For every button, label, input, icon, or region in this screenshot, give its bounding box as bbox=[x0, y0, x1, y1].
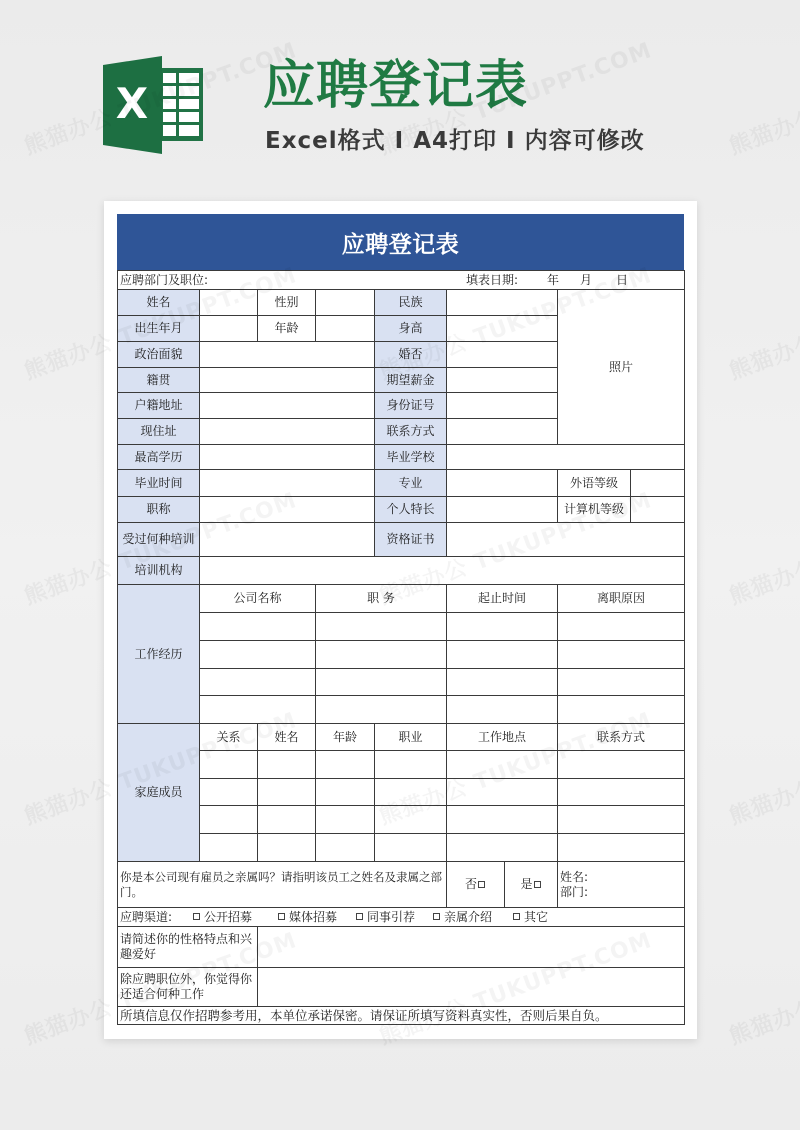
dept-position-label: 应聘部门及职位: bbox=[120, 272, 209, 287]
relative-yes-option[interactable] bbox=[505, 862, 558, 908]
excel-logo-icon bbox=[103, 56, 203, 154]
channel-option-other[interactable] bbox=[512, 909, 548, 926]
family-row bbox=[118, 806, 685, 834]
family-occupation-input[interactable] bbox=[375, 834, 447, 862]
relative-no-option[interactable] bbox=[447, 862, 505, 908]
other-jobs-row bbox=[118, 968, 685, 1007]
label-foreign-lang: 外语等级 bbox=[558, 470, 631, 497]
channel-option-media[interactable] bbox=[277, 909, 337, 926]
label-current-address: 现住址 bbox=[118, 419, 200, 445]
row-grad-time bbox=[118, 470, 685, 497]
household-address-input[interactable] bbox=[200, 393, 375, 419]
photo-label: 照片 bbox=[609, 359, 634, 374]
label-school: 毕业学校 bbox=[375, 445, 447, 470]
grad-time-input[interactable] bbox=[200, 470, 375, 497]
relative-yes-label: 是 bbox=[520, 877, 533, 891]
label-job-title: 职称 bbox=[118, 497, 200, 523]
disclaimer-text: 所填信息仅作招聘参考用，本单位承诺保密。请保证所填写资料真实性，否则后果自负。 bbox=[118, 1007, 685, 1025]
family-row bbox=[118, 779, 685, 806]
personality-label: 请简述你的性格特点和兴趣爱好 bbox=[118, 927, 258, 968]
work-leave-reason-input[interactable] bbox=[558, 669, 685, 696]
label-contact: 联系方式 bbox=[375, 419, 447, 445]
dept-position-cell[interactable] bbox=[118, 271, 685, 290]
work-leave-reason-input[interactable] bbox=[558, 613, 685, 641]
family-col-workplace: 工作地点 bbox=[447, 724, 558, 751]
ethnicity-input[interactable] bbox=[447, 290, 558, 316]
banner-title: 应聘登记表 bbox=[263, 56, 529, 116]
family-occupation-input[interactable] bbox=[375, 779, 447, 806]
training-input[interactable] bbox=[200, 523, 375, 557]
checkbox-icon[interactable] bbox=[513, 913, 520, 920]
relative-question: 你是本公司现有雇员之亲属吗？请指明该员工之姓名及隶属之部门。 bbox=[118, 862, 447, 908]
label-marital: 婚否 bbox=[375, 342, 447, 368]
watermark-text bbox=[724, 33, 800, 161]
training-org-input[interactable] bbox=[200, 557, 685, 585]
age-input[interactable] bbox=[316, 316, 375, 342]
work-leave-reason-input[interactable] bbox=[558, 696, 685, 724]
row-job-title bbox=[118, 497, 685, 523]
school-input[interactable] bbox=[447, 445, 685, 470]
family-age-input[interactable] bbox=[316, 806, 375, 834]
dept-date-row bbox=[118, 271, 685, 290]
label-name: 姓名 bbox=[118, 290, 200, 316]
label-specialty: 个人特长 bbox=[375, 497, 447, 523]
label-grad-time: 毕业时间 bbox=[118, 470, 200, 497]
channel-option-label: 同事引荐 bbox=[367, 909, 416, 924]
label-native-place: 籍贯 bbox=[118, 368, 200, 393]
personality-row bbox=[118, 927, 685, 968]
work-period-input[interactable] bbox=[447, 641, 558, 669]
family-col-name: 姓名 bbox=[258, 724, 316, 751]
channel-cell bbox=[118, 908, 685, 927]
family-age-input[interactable] bbox=[316, 751, 375, 779]
work-position-input[interactable] bbox=[316, 669, 447, 696]
family-row bbox=[118, 751, 685, 779]
fill-date-label: 填表日期: bbox=[466, 272, 519, 287]
label-training: 受过何种培训 bbox=[118, 523, 200, 557]
channel-row bbox=[118, 908, 685, 927]
label-certificate: 资格证书 bbox=[375, 523, 447, 557]
work-row bbox=[118, 641, 685, 669]
label-family-members: 家庭成员 bbox=[118, 724, 200, 862]
family-occupation-input[interactable] bbox=[375, 806, 447, 834]
work-position-input[interactable] bbox=[316, 641, 447, 669]
label-gender: 性别 bbox=[258, 290, 316, 316]
label-political: 政治面貌 bbox=[118, 342, 200, 368]
banner-subtitle: Excel格式 I A4打印 I 内容可修改 bbox=[265, 128, 645, 154]
svg-text:X: X bbox=[115, 79, 149, 128]
other-jobs-input[interactable] bbox=[258, 968, 685, 1007]
channel-option-relative[interactable] bbox=[432, 909, 492, 926]
relative-dept-label: 部门: bbox=[560, 884, 589, 899]
work-col-leave-reason: 离职原因 bbox=[558, 585, 685, 613]
name-input[interactable] bbox=[200, 290, 258, 316]
label-work-experience: 工作经历 bbox=[118, 585, 200, 724]
relative-name-label: 姓名: bbox=[560, 869, 589, 884]
family-workplace-input[interactable] bbox=[447, 751, 558, 779]
family-workplace-input[interactable] bbox=[447, 834, 558, 862]
row-training-org bbox=[118, 557, 685, 585]
computer-level-input[interactable] bbox=[631, 497, 685, 523]
specialty-input[interactable] bbox=[447, 497, 558, 523]
year-label: 年 bbox=[547, 272, 560, 287]
work-period-input[interactable] bbox=[447, 669, 558, 696]
work-header-row bbox=[118, 585, 685, 613]
contact-input[interactable] bbox=[447, 419, 558, 445]
family-relation-input[interactable] bbox=[200, 751, 258, 779]
family-col-age: 年龄 bbox=[316, 724, 375, 751]
certificate-input[interactable] bbox=[447, 523, 685, 557]
birth-input[interactable] bbox=[200, 316, 258, 342]
label-computer-level: 计算机等级 bbox=[558, 497, 631, 523]
expected-salary-input[interactable] bbox=[447, 368, 558, 393]
relative-info-cell[interactable] bbox=[558, 862, 685, 908]
checkbox-icon[interactable] bbox=[356, 913, 363, 920]
work-col-position: 职 务 bbox=[316, 585, 447, 613]
family-occupation-input[interactable] bbox=[375, 751, 447, 779]
family-name-input[interactable] bbox=[258, 779, 316, 806]
checkbox-icon[interactable] bbox=[278, 913, 285, 920]
watermark-text bbox=[724, 703, 800, 831]
watermark-text bbox=[724, 258, 800, 386]
family-contact-input[interactable] bbox=[558, 751, 685, 779]
work-col-company: 公司名称 bbox=[200, 585, 316, 613]
work-company-input[interactable] bbox=[200, 613, 316, 641]
label-household-address: 户籍地址 bbox=[118, 393, 200, 419]
family-workplace-input[interactable] bbox=[447, 806, 558, 834]
relative-no-label: 否 bbox=[464, 877, 477, 891]
application-form-table bbox=[117, 270, 685, 1025]
channel-option-label: 媒体招募 bbox=[289, 909, 338, 924]
work-company-input[interactable] bbox=[200, 696, 316, 724]
major-input[interactable] bbox=[447, 470, 558, 497]
channel-label: 应聘渠道: bbox=[120, 909, 173, 924]
family-relation-input[interactable] bbox=[200, 834, 258, 862]
family-name-input[interactable] bbox=[258, 834, 316, 862]
highest-degree-input[interactable] bbox=[200, 445, 375, 470]
label-id-number: 身份证号 bbox=[375, 393, 447, 419]
job-title-input[interactable] bbox=[200, 497, 375, 523]
native-place-input[interactable] bbox=[200, 368, 375, 393]
day-label: 日 bbox=[616, 272, 629, 287]
work-row bbox=[118, 613, 685, 641]
family-row bbox=[118, 834, 685, 862]
row-training bbox=[118, 523, 685, 557]
label-birth: 出生年月 bbox=[118, 316, 200, 342]
work-company-input[interactable] bbox=[200, 669, 316, 696]
work-company-input[interactable] bbox=[200, 641, 316, 669]
watermark-text bbox=[724, 483, 800, 611]
family-relation-input[interactable] bbox=[200, 806, 258, 834]
channel-option-public[interactable] bbox=[192, 909, 252, 926]
label-ethnicity: 民族 bbox=[375, 290, 447, 316]
channel-option-label: 亲属介绍 bbox=[444, 909, 493, 924]
row-highest-degree bbox=[118, 445, 685, 470]
label-highest-degree: 最高学历 bbox=[118, 445, 200, 470]
work-period-input[interactable] bbox=[447, 696, 558, 724]
label-major: 专业 bbox=[375, 470, 447, 497]
other-jobs-label: 除应聘职位外，你觉得你还适合何种工作 bbox=[118, 968, 258, 1007]
family-contact-input[interactable] bbox=[558, 779, 685, 806]
personality-input[interactable] bbox=[258, 927, 685, 968]
work-col-period: 起止时间 bbox=[447, 585, 558, 613]
checkbox-icon[interactable] bbox=[433, 913, 440, 920]
family-col-contact: 联系方式 bbox=[558, 724, 685, 751]
family-workplace-input[interactable] bbox=[447, 779, 558, 806]
month-label: 月 bbox=[580, 272, 593, 287]
channel-option-colleague[interactable] bbox=[355, 909, 415, 926]
height-input[interactable] bbox=[447, 316, 558, 342]
family-col-relation: 关系 bbox=[200, 724, 258, 751]
work-row bbox=[118, 696, 685, 724]
work-period-input[interactable] bbox=[447, 613, 558, 641]
relative-yes-checkbox[interactable] bbox=[534, 881, 541, 888]
form-title: 应聘登记表 bbox=[117, 214, 684, 270]
family-contact-input[interactable] bbox=[558, 806, 685, 834]
family-contact-input[interactable] bbox=[558, 834, 685, 862]
row-name bbox=[118, 290, 685, 316]
current-address-input[interactable] bbox=[200, 419, 375, 445]
checkbox-icon[interactable] bbox=[193, 913, 200, 920]
foreign-lang-input[interactable] bbox=[631, 470, 685, 497]
disclaimer-row bbox=[118, 1007, 685, 1025]
work-leave-reason-input[interactable] bbox=[558, 641, 685, 669]
marital-input[interactable] bbox=[447, 342, 558, 368]
political-input[interactable] bbox=[200, 342, 375, 368]
family-name-input[interactable] bbox=[258, 751, 316, 779]
work-position-input[interactable] bbox=[316, 696, 447, 724]
relative-row bbox=[118, 862, 685, 908]
channel-option-label: 公开招募 bbox=[204, 909, 253, 924]
gender-input[interactable] bbox=[316, 290, 375, 316]
family-age-input[interactable] bbox=[316, 834, 375, 862]
family-name-input[interactable] bbox=[258, 806, 316, 834]
label-age: 年龄 bbox=[258, 316, 316, 342]
label-expected-salary: 期望薪金 bbox=[375, 368, 447, 393]
label-training-org: 培训机构 bbox=[118, 557, 200, 585]
relative-no-checkbox[interactable] bbox=[478, 881, 485, 888]
work-position-input[interactable] bbox=[316, 613, 447, 641]
label-height: 身高 bbox=[375, 316, 447, 342]
family-relation-input[interactable] bbox=[200, 779, 258, 806]
family-age-input[interactable] bbox=[316, 779, 375, 806]
watermark-text bbox=[724, 923, 800, 1051]
id-number-input[interactable] bbox=[447, 393, 558, 419]
work-row bbox=[118, 669, 685, 696]
channel-option-label: 其它 bbox=[524, 909, 549, 924]
family-header-row bbox=[118, 724, 685, 751]
photo-box[interactable] bbox=[558, 290, 685, 445]
family-col-occupation: 职业 bbox=[375, 724, 447, 751]
